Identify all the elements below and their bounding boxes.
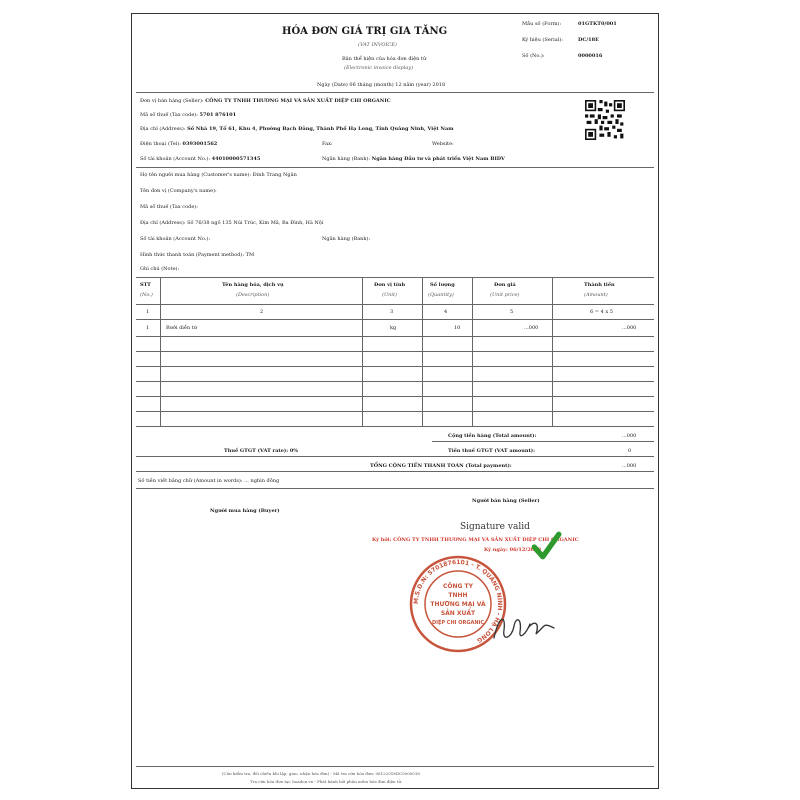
buyer-payment-label: Hình thức thanh toán (Payment method): xyxy=(140,252,245,258)
buyer-note-label: Ghi chú (Note): xyxy=(140,266,180,272)
index-cell: 4 xyxy=(444,309,448,315)
e-invoice-note-en: (Electronic invoice display) xyxy=(344,65,414,71)
form-label: Mẫu số (Form): xyxy=(522,21,562,27)
vat-rate-label: Thuế GTGT (VAT rate): 0% xyxy=(224,448,299,454)
buyer-account-label: Số tài khoản (Account No.): xyxy=(140,236,211,242)
col-header-qty-en: (Quantity) xyxy=(428,292,454,298)
subtotal-label: Cộng tiền hàng (Total amount): xyxy=(448,433,537,439)
seller-phone-row xyxy=(140,141,217,147)
number-label: Số (No.): xyxy=(522,53,545,59)
table-col-line xyxy=(160,277,161,426)
seller-website-label: Website: xyxy=(432,141,454,147)
invoice-page xyxy=(131,13,659,789)
seller-fax-label: Fax: xyxy=(322,141,333,147)
buyer-address-label: Địa chỉ (Address): xyxy=(140,220,186,226)
buyer-address: Số 76/38 ngõ 135 Núi Trúc, Kim Mã, Ba Đình, Hà Nội xyxy=(187,220,324,226)
form-value: 01GTKT0/001 xyxy=(578,21,617,27)
seller-phone-label: Điện thoại (Tel): xyxy=(140,141,181,147)
stamp-line: DIỆP CHI ORGANIC xyxy=(431,620,485,626)
handwritten-signature xyxy=(488,608,558,648)
serial-value: DC/18E xyxy=(578,37,599,43)
amount-in-words: ... nghìn đồng xyxy=(244,478,280,484)
seller-account-row xyxy=(140,156,260,162)
table-row-price: ...000 xyxy=(524,325,539,331)
stamp-line: TNHH xyxy=(448,592,468,599)
amount-in-words-label: Số tiền viết bằng chữ (Amount in words): xyxy=(138,478,243,484)
table-col-line xyxy=(472,277,473,426)
totals-line xyxy=(136,471,654,472)
table-row-line xyxy=(136,351,654,352)
col-header-amount-en: (Amount) xyxy=(584,292,608,298)
invoice-subtitle: (VAT INVOICE) xyxy=(358,42,397,48)
footer-line-1: (Cần kiểm tra, đối chiếu khi lập, giao, nhận hóa đơn) - Mã tra cứu hóa đơn: 06122018DC0000016 xyxy=(222,771,420,776)
vat-amount-label: Tiền thuế GTGT (VAT amount): xyxy=(448,448,535,454)
seller-tax-label: Mã số thuế (Tax code): xyxy=(140,112,198,118)
col-header-amount: Thành tiền xyxy=(584,282,615,288)
table-row-amount: ...000 xyxy=(622,325,637,331)
seller-account: 44010000571345 xyxy=(211,156,261,162)
words-divider xyxy=(136,488,654,489)
total-payment-value: ...000 xyxy=(622,463,637,469)
e-invoice-note: Bản thể hiện của hóa đơn điện tử xyxy=(342,56,427,62)
seller-address-label: Địa chỉ (Address): xyxy=(140,126,186,132)
index-cell: 6 = 4 x 5 xyxy=(590,309,613,315)
seller-address: Số Nhà 19, Tổ 61, Khu 4, Phường Bạch Đằng, Thành Phố Hạ Long, Tỉnh Quảng Ninh, Việt Nam xyxy=(187,126,454,132)
index-cell: 5 xyxy=(510,309,514,315)
table-row-no: 1 xyxy=(146,325,150,331)
col-header-unit: Đơn vị tính xyxy=(374,282,406,288)
col-header-unit-en: (Unit) xyxy=(382,292,397,298)
table-row-desc: Bưởi diễn tứ xyxy=(166,325,198,331)
index-cell: 1 xyxy=(146,309,150,315)
vat-amount-value: 0 xyxy=(628,448,632,454)
signature-valid-text: Signature valid xyxy=(460,522,530,532)
table-col-line xyxy=(552,277,553,426)
buyer-tax-label: Mã số thuế (Tax code): xyxy=(140,204,198,210)
buyer-payment-row xyxy=(140,252,254,258)
amount-in-words-row xyxy=(138,478,279,484)
table-row-unit: kg xyxy=(390,325,397,331)
seller-name: CÔNG TY TNHH THƯƠNG MẠI VÀ SẢN XUẤT DIỆP CHI ORGANIC xyxy=(205,98,391,104)
totals-line xyxy=(136,456,654,457)
seller-account-label: Số tài khoản (Account No.): xyxy=(140,156,211,162)
stamp-ring-text: M.S.D.N: 5701876101 - T. QUẢNG NINH - HẠ LONG xyxy=(412,558,504,644)
buyer-name-row xyxy=(140,172,297,178)
col-header-price: Đơn giá xyxy=(494,282,516,288)
buyer-name: Đinh Trang Ngân xyxy=(252,172,297,178)
table-header-bottom xyxy=(136,304,654,305)
table-row-line xyxy=(136,396,654,397)
col-header-no: STT xyxy=(140,282,151,288)
buyer-address-row xyxy=(140,220,323,226)
signed-date-text: Ký ngày: 06/12/2018 xyxy=(484,547,542,553)
table-row-qty: 10 xyxy=(454,325,461,331)
table-col-line xyxy=(422,277,423,426)
buyer-signature-label: Người mua hàng (Buyer) xyxy=(210,508,280,514)
seller-bank: Ngân hàng Đầu tư và phát triển Việt Nam BIDV xyxy=(371,156,505,162)
table-index-bottom xyxy=(136,319,654,320)
buyer-company-label: Tên đơn vị (Company's name): xyxy=(140,188,217,194)
header-divider xyxy=(136,92,654,93)
stamp-line: SẢN XUẤT xyxy=(440,610,476,617)
table-top-border xyxy=(136,277,654,278)
index-cell: 3 xyxy=(390,309,394,315)
col-header-no-en: (No.) xyxy=(140,292,153,298)
number-value: 0000016 xyxy=(578,53,603,59)
table-bottom-border xyxy=(136,426,654,427)
checkmark-icon xyxy=(530,530,562,562)
table-row-line xyxy=(136,366,654,367)
buyer-bank-label: Ngân hàng (Bank): xyxy=(322,236,371,242)
total-payment-label: TỔNG CỘNG TIỀN THANH TOÁN (Total payment): xyxy=(370,463,512,469)
buyer-payment: TM xyxy=(245,252,255,258)
serial-label: Ký hiệu (Serial): xyxy=(522,37,563,43)
col-header-desc: Tên hàng hóa, dịch vụ xyxy=(222,282,284,288)
seller-name-label: Đơn vị bán hàng (Seller): xyxy=(140,98,204,104)
index-cell: 2 xyxy=(260,309,264,315)
col-header-price-en: (Unit price) xyxy=(490,292,520,298)
seller-bank-row xyxy=(322,156,505,162)
seller-address-row xyxy=(140,126,454,132)
seller-bank-label: Ngân hàng (Bank): xyxy=(322,156,371,162)
table-row-line xyxy=(136,336,654,337)
seller-phone: 0393001562 xyxy=(182,141,218,147)
table-row-line xyxy=(136,381,654,382)
footer-line-2: Tra cứu hóa đơn tại: hoadon.vn - Phát hành bởi phần mềm hóa đơn điện tử xyxy=(250,779,402,784)
stamp-line: CÔNG TY xyxy=(443,583,473,590)
seller-tax-row xyxy=(140,112,236,118)
totals-line xyxy=(432,441,654,442)
invoice-title: HÓA ĐƠN GIÁ TRỊ GIA TĂNG xyxy=(282,26,448,37)
footer-divider xyxy=(136,766,654,767)
table-row-line xyxy=(136,411,654,412)
subtotal-value: ...000 xyxy=(622,433,637,439)
stamp-line: THƯƠNG MẠI VÀ xyxy=(430,601,486,608)
qr-code-icon xyxy=(585,100,625,140)
table-col-line xyxy=(362,277,363,426)
col-header-desc-en: (Description) xyxy=(236,292,270,298)
seller-divider xyxy=(136,167,654,168)
seller-name-row xyxy=(140,98,391,104)
col-header-qty: Số lượng xyxy=(430,282,455,288)
seller-tax: 5701 876101 xyxy=(199,112,237,118)
buyer-name-label: Họ tên người mua hàng (Customer's name): xyxy=(140,172,252,178)
signed-by-text: Ký bởi: CÔNG TY TNHH THƯƠNG MẠI VÀ SẢN XUẤT DIỆP CHI ORGANIC xyxy=(372,537,579,543)
invoice-date: Ngày (Date) 06 tháng (month) 12 năm (year) 2018 xyxy=(317,82,446,88)
seller-signature-label: Người bán hàng (Seller) xyxy=(472,498,540,504)
